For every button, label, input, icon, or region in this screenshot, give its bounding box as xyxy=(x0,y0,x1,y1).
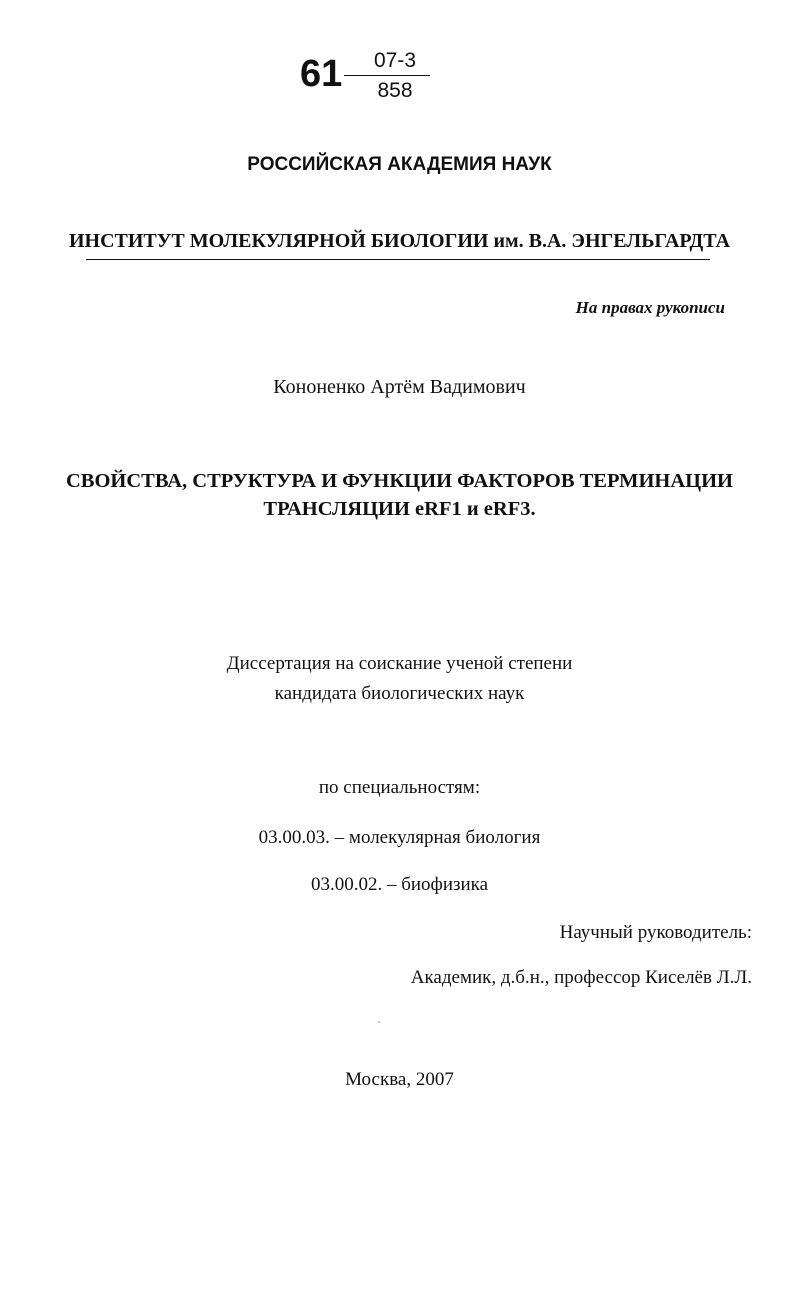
academy-heading: РОССИЙСКАЯ АКАДЕМИЯ НАУК xyxy=(247,154,552,175)
supervisor-label: Научный руководитель: xyxy=(559,922,752,943)
city-year: Москва, 2007 xyxy=(345,1069,454,1090)
specialty-item: 03.00.02. – биофизика xyxy=(310,874,489,895)
title-line-1: СВОЙСТВА, СТРУКТУРА И ФУНКЦИИ ФАКТОРОВ ТЕРМИНАЦИИ xyxy=(65,470,733,492)
catalog-number-fraction-line xyxy=(344,75,430,76)
supervisor-name: Академик, д.б.н., профессор Киселёв Л.Л. xyxy=(410,967,752,988)
dissertation-title xyxy=(0,467,799,523)
degree-line-2: кандидата биологических наук xyxy=(274,683,525,704)
institute-divider xyxy=(86,259,710,260)
scan-speck xyxy=(378,1021,380,1023)
title-line-2: ТРАНСЛЯЦИИ eRF1 и eRF3. xyxy=(263,498,536,520)
institute-heading: ИНСТИТУТ МОЛЕКУЛЯРНОЙ БИОЛОГИИ им. В.А. ЭНГЕЛЬГАРДТА xyxy=(68,230,731,252)
specialty-item: 03.00.03. – молекулярная биология xyxy=(258,827,541,848)
manuscript-note: На правах рукописи xyxy=(575,298,725,317)
degree-line-1: Диссертация на соискание ученой степени xyxy=(226,653,573,674)
specialties-label: по специальностям: xyxy=(318,777,481,798)
catalog-number-bottom: 858 xyxy=(377,79,413,102)
catalog-number xyxy=(300,50,440,110)
catalog-number-top: 07-3 xyxy=(373,49,417,72)
author-name: Кононенко Артём Вадимович xyxy=(273,376,526,398)
catalog-number-main: 61 xyxy=(300,53,343,95)
